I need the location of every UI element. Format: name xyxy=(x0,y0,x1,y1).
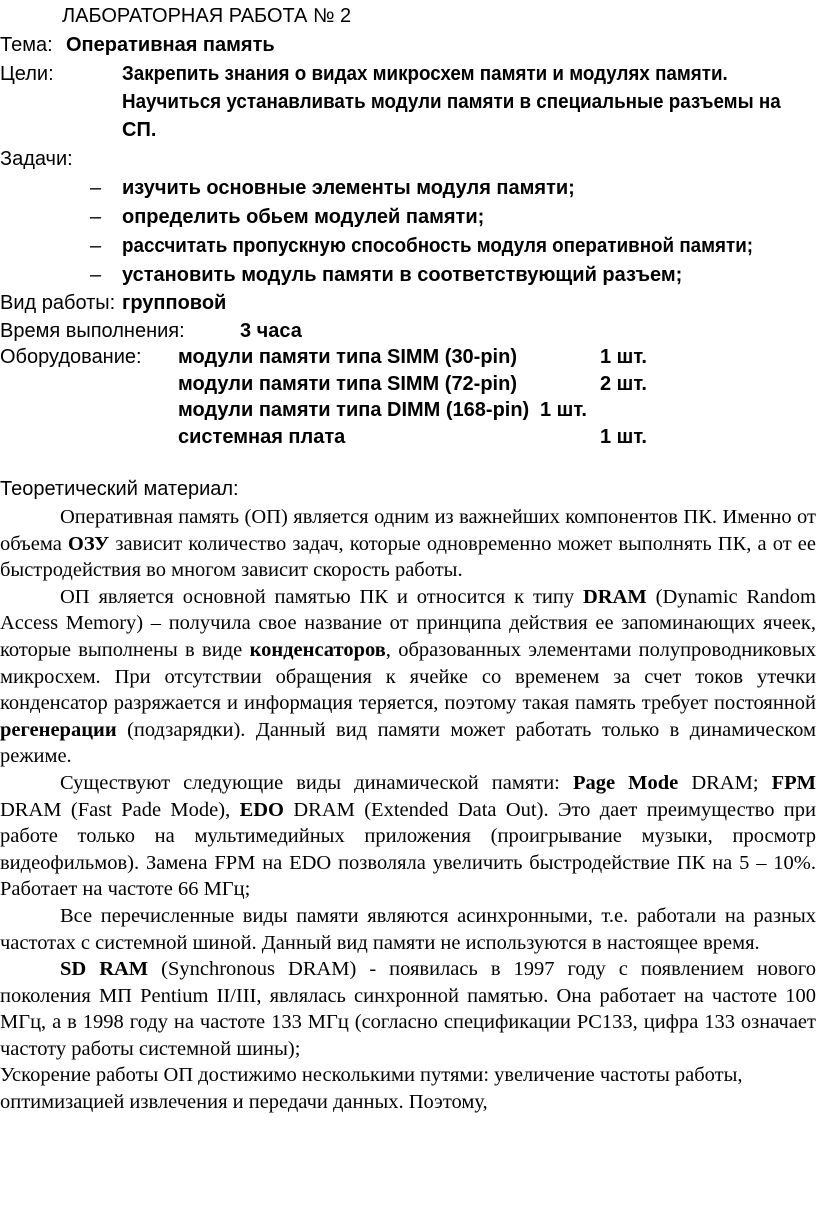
work-type-value: групповой xyxy=(122,292,227,314)
goals-label: Цели: xyxy=(0,63,54,85)
lab-title: ЛАБОРАТОРНАЯ РАБОТА № 2 xyxy=(62,5,352,27)
theory-body xyxy=(0,504,816,1116)
equipment-qty: 1 шт. xyxy=(540,399,587,421)
goals-line-3: СП. xyxy=(122,119,157,141)
theory-heading: Теоретический материал: xyxy=(0,478,239,500)
time-label: Время выполнения: xyxy=(0,320,185,342)
task-bullet: – xyxy=(90,206,102,228)
equipment-qty: 2 шт. xyxy=(600,373,647,395)
task-item: установить модуль памяти в соответствующий разъем; xyxy=(122,264,683,286)
equipment-item: модули памяти типа SIMM (30-pin) xyxy=(178,346,517,368)
task-bullet: – xyxy=(90,177,102,199)
equipment-label: Оборудование: xyxy=(0,346,142,368)
time-value: 3 часа xyxy=(240,320,302,342)
paragraph: Оперативная память (ОП) является одним из важнейших компонентов ПК. Именно от объема ОЗУ зависит количество задач, которые одновременно может выполнять ПК, а от ее быстродействия во многом зависит скорость работы. xyxy=(0,506,816,582)
task-bullet: – xyxy=(90,235,102,257)
task-item: рассчитать пропускную способность модуля оперативной памяти; xyxy=(122,235,754,257)
equipment-qty: 1 шт. xyxy=(600,426,647,448)
topic-label: Тема: xyxy=(0,34,53,56)
goals-line-1: Закрепить знания о видах микросхем памяти и модулях памяти. xyxy=(122,63,728,85)
topic-value: Оперативная память xyxy=(66,34,275,56)
equipment-item: модули памяти типа SIMM (72-pin) xyxy=(178,373,517,395)
task-item: определить обьем модулей памяти; xyxy=(122,206,485,228)
paragraph: Существуют следующие виды динамической памяти: Page Mode DRAM; FPM DRAM (Fast Pade Mode), EDO DRAM (Extended Data Out). Это дает преимущество при работе только на мультимедийных приложения (проигрывание музыки, просмотр видеофильмов). Замена FPM на EDO позволяла увеличить быстродействие ПК на 5 – 10%. Работает на частоте 66 МГц; xyxy=(0,771,816,901)
equipment-item: модули памяти типа DIMM (168-pin) xyxy=(178,399,530,421)
goals-line-2: Научиться устанавливать модули памяти в специальные разъемы на xyxy=(122,91,781,113)
task-item: изучить основные элементы модуля памяти; xyxy=(122,177,575,199)
equipment-qty: 1 шт. xyxy=(600,346,647,368)
equipment-item: системная плата xyxy=(178,426,346,448)
task-bullet: – xyxy=(90,264,102,286)
paragraph: ОП является основной памятью ПК и относится к типу DRAM (Dynamic Random Access Memory) – получила свое название от принципа действия ее запоминающих ячеек, которые выполнены в виде конденсаторов, образованных элементами полупроводниковых микросхем. При отсутствии обращения к ячейке со временем за счет токов утечки конденсатор разряжается и информация теряется, поэтому такая память требует постоянной регенерации (подзарядки). Данный вид памяти может работать только в динамическом режиме. xyxy=(0,585,816,768)
work-type-label: Вид работы: xyxy=(0,292,116,314)
paragraph: Все перечисленные виды памяти являются асинхронными, т.е. работали на разных частотах с системной шиной. Данный вид памяти не используются в настоящее время. xyxy=(0,904,816,954)
paragraph: Ускорение работы ОП достижимо несколькими путями: увеличение частоты работы, оптимизацией извлечения и передачи данных. Поэтому, xyxy=(0,1064,743,1114)
paragraph: SD RAM (Synchronous DRAM) - появилась в 1997 году с появлением нового поколения МП Pentium II/III, являлась синхронной памятью. Она работает на частоте 100 МГц, а в 1998 году на частоте 133 МГц (согласно спецификации PC133, цифра 133 означает частоту работы системной шины); xyxy=(0,958,816,1060)
tasks-label: Задачи: xyxy=(0,148,73,170)
